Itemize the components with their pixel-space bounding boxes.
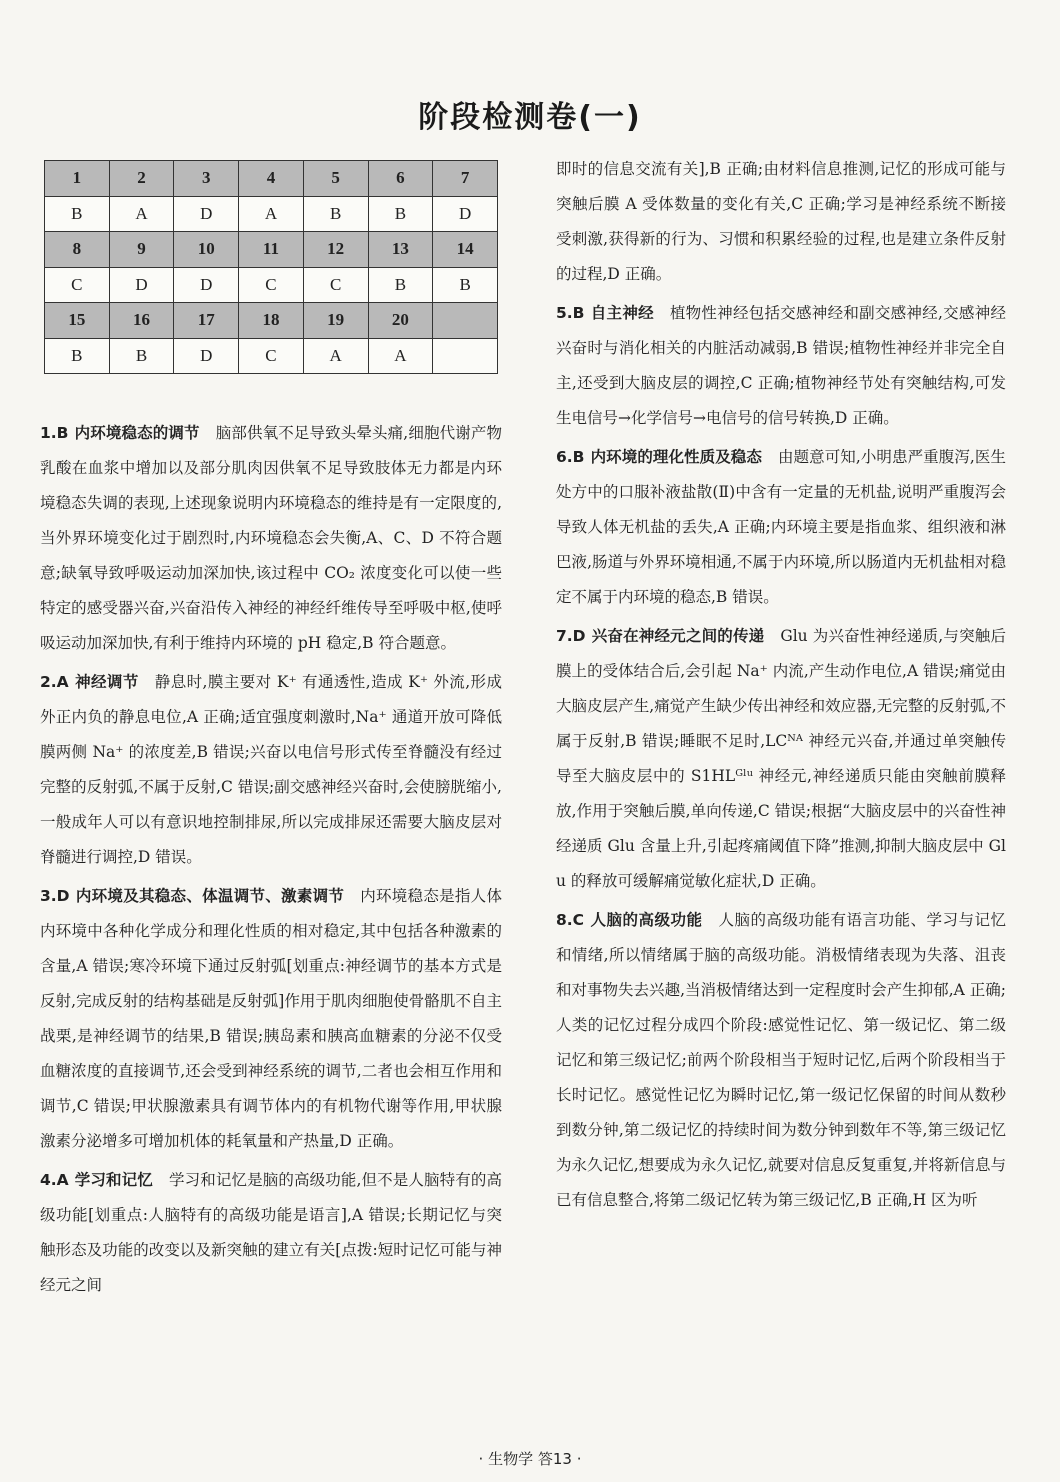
answer-cell: D xyxy=(433,196,498,232)
item-topic: 内环境稳态的调节 xyxy=(74,424,200,442)
question-number-row xyxy=(45,161,498,197)
answer-cell: B xyxy=(45,338,110,374)
answer-cell: C xyxy=(239,338,304,374)
question-number-cell: 13 xyxy=(368,232,433,268)
item-text: 脑部供氧不足导致头晕头痛,细胞代谢产物乳酸在血浆中增加以及部分肌肉因供氧不足导致肢体无力都是内环境稳态失调的表现,上述现象说明内环境稳态的维持是有一定限度的,当外界环境变化过于剧烈时,内环境稳态会失衡,A、C、D 不符合题意;缺氧导致呼吸运动加深加快,该过程中 CO₂ 浓度变化可以使一些特定的感受器兴奋,兴奋沿传入神经的神经纤维传导至呼吸中枢,使呼吸运动加深加快,有利于维持内环境的 pH 稳定,B 符合题意。 xyxy=(40,424,502,652)
item-text: 植物性神经包括交感神经和副交感神经,交感神经兴奋时与消化相关的内脏活动减弱,B 错误;植物性神经并非完全自主,还受到大脑皮层的调控,C 正确;植物神经节处有突触结构,可发生电信号→化学信号→电信号的信号转换,D 正确。 xyxy=(556,304,1006,427)
question-number-cell: 6 xyxy=(368,161,433,197)
question-number-cell: 4 xyxy=(239,161,304,197)
answer-cell: A xyxy=(239,196,304,232)
item-topic: 兴奋在神经元之间的传递 xyxy=(591,627,765,645)
question-number-cell: 17 xyxy=(174,303,239,339)
question-number-cell: 2 xyxy=(109,161,174,197)
explanation-item xyxy=(40,665,502,875)
item-number: 3.D xyxy=(40,887,70,905)
item-number: 1.B xyxy=(40,424,69,442)
answer-cell: D xyxy=(174,338,239,374)
item-text: Glu 为兴奋性神经递质,与突触后膜上的受体结合后,会引起 Na⁺ 内流,产生动作电位,A 错误;痛觉由大脑皮层产生,痛觉产生缺少传出神经和效应器,无完整的反射弧,不属于反射,B 错误;睡眠不足时,LCᴺᴬ 神经元兴奋,并通过单突触传导至大脑皮层中的 S1HLᴳˡᵘ 神经元,神经递质只能由突触前膜释放,作用于突触后膜,单向传递,C 错误;根据“大脑皮层中的兴奋性神经递质 Glu 含量上升,引起疼痛阈值下降”推测,抑制大脑皮层中 Glu 的释放可缓解痛觉敏化症状,D 正确。 xyxy=(556,627,1006,890)
item-topic: 自主神经 xyxy=(590,304,654,322)
item-number: 6.B xyxy=(556,448,585,466)
question-number-cell: 8 xyxy=(45,232,110,268)
explanation-item xyxy=(40,416,502,661)
question-number-cell: 3 xyxy=(174,161,239,197)
item-text: 由题意可知,小明患严重腹泻,医生处方中的口服补液盐散(Ⅱ)中含有一定量的无机盐,说明严重腹泻会导致人体无机盐的丢失,A 正确;内环境主要是指血浆、组织液和淋巴液,肠道与外界环境相通,不属于内环境,所以肠道内无机盐相对稳定不属于内环境的稳态,B 错误。 xyxy=(556,448,1006,606)
explanation-item xyxy=(556,903,1006,1218)
item-topic: 内环境的理化性质及稳态 xyxy=(590,448,762,466)
item-number: 5.B xyxy=(556,304,585,322)
question-number-cell: 19 xyxy=(303,303,368,339)
answer-cell: B xyxy=(368,267,433,303)
question-number-cell: 15 xyxy=(45,303,110,339)
answer-cell: D xyxy=(174,196,239,232)
question-number-cell: 16 xyxy=(109,303,174,339)
answer-cell: A xyxy=(109,196,174,232)
answer-cell: A xyxy=(368,338,433,374)
answer-cell: B xyxy=(109,338,174,374)
explanation-item xyxy=(40,879,502,1159)
question-number-cell: 7 xyxy=(433,161,498,197)
question-number-cell xyxy=(433,303,498,339)
explanation-item xyxy=(556,296,1006,436)
answer-row xyxy=(45,196,498,232)
question-number-cell: 14 xyxy=(433,232,498,268)
question-number-cell: 12 xyxy=(303,232,368,268)
question-number-row xyxy=(45,303,498,339)
item-text: 人脑的高级功能有语言功能、学习与记忆和情绪,所以情绪属于脑的高级功能。消极情绪表现为失落、沮丧和对事物失去兴趣,当消极情绪达到一定程度时会产生抑郁,A 正确;人类的记忆过程分成四个阶段:感觉性记忆、第一级记忆、第二级记忆和第三级记忆;前两个阶段相当于短时记忆,后两个阶段相当于长时记忆。感觉性记忆为瞬时记忆,第一级记忆保留的时间从数秒到数分钟,第二级记忆的持续时间为数分钟到数年不等,第三级记忆为永久记忆,想要成为永久记忆,就要对信息反复重复,并将新信息与已有信息整合,将第二级记忆转为第三级记忆,B 正确,H 区为听 xyxy=(556,911,1006,1209)
answer-row xyxy=(45,267,498,303)
question-number-cell: 5 xyxy=(303,161,368,197)
answer-table xyxy=(44,160,498,374)
answer-cell: D xyxy=(109,267,174,303)
answer-cell: D xyxy=(174,267,239,303)
item-topic: 神经调节 xyxy=(74,673,139,691)
item-number: 2.A xyxy=(40,673,69,691)
explanation-item xyxy=(40,1163,502,1303)
item-text: 学习和记忆是脑的高级功能,但不是人脑特有的高级功能[划重点:人脑特有的高级功能是语言],A 错误;长期记忆与突触形态及功能的改变以及新突触的建立有关[点拨:短时记忆可能与神经元之间 xyxy=(40,1171,502,1294)
item-number: 7.D xyxy=(556,627,586,645)
item-topic: 学习和记忆 xyxy=(74,1171,153,1189)
continued-text: 即时的信息交流有关],B 正确;由材料信息推测,记忆的形成可能与突触后膜 A 受体数量的变化有关,C 正确;学习是神经系统不断接受刺激,获得新的行为、习惯和积累经验的过程,也是建立条件反射的过程,D 正确。 xyxy=(556,160,1006,283)
question-number-row xyxy=(45,232,498,268)
explanation-item xyxy=(556,440,1006,615)
page-footer: · 生物学 答13 · xyxy=(478,1450,582,1468)
answer-cell: B xyxy=(433,267,498,303)
answer-cell xyxy=(433,338,498,374)
answer-cell: C xyxy=(45,267,110,303)
question-number-cell: 10 xyxy=(174,232,239,268)
item-text: 内环境稳态是指人体内环境中各种化学成分和理化性质的相对稳定,其中包括各种激素的含量,A 错误;寒冷环境下通过反射弧[划重点:神经调节的基本方式是反射,完成反射的结构基础是反射弧]作用于肌肉细胞使骨骼肌不自主战栗,是神经调节的结果,B 错误;胰岛素和胰高血糖素的分泌不仅受血糖浓度的直接调节,还会受到神经系统的调节,二者也会相互作用和调节,C 错误;甲状腺激素具有调节体内的有机物代谢等作用,甲状腺激素分泌增多可增加机体的耗氧量和产热量,D 正确。 xyxy=(40,887,502,1150)
explanation-item xyxy=(556,619,1006,899)
answer-cell: A xyxy=(303,338,368,374)
item-text: 静息时,膜主要对 K⁺ 有通透性,造成 K⁺ 外流,形成外正内负的静息电位,A 正确;适宜强度刺激时,Na⁺ 通道开放可降低膜两侧 Na⁺ 的浓度差,B 错误;兴奋以电信号形式传至脊髓没有经过完整的反射弧,不属于反射,C 错误;副交感神经兴奋时,会使膀胱缩小,一般成年人可以有意识地控制排尿,所以完成排尿还需要大脑皮层对脊髓进行调控,D 错误。 xyxy=(40,673,502,866)
item-topic: 人脑的高级功能 xyxy=(590,911,703,929)
right-column xyxy=(556,152,1006,1222)
item-topic: 内环境及其稳态、体温调节、激素调节 xyxy=(75,887,345,905)
question-number-cell: 11 xyxy=(239,232,304,268)
answer-cell: C xyxy=(239,267,304,303)
page-title: 阶段检测卷(一) xyxy=(418,100,642,135)
answer-cell: C xyxy=(303,267,368,303)
item-number: 8.C xyxy=(556,911,585,929)
question-number-cell: 20 xyxy=(368,303,433,339)
answer-cell: B xyxy=(45,196,110,232)
question-number-cell: 9 xyxy=(109,232,174,268)
question-number-cell: 18 xyxy=(239,303,304,339)
answer-cell: B xyxy=(303,196,368,232)
left-column xyxy=(40,416,502,1307)
answer-row xyxy=(45,338,498,374)
item-number: 4.A xyxy=(40,1171,69,1189)
answer-cell: B xyxy=(368,196,433,232)
question-number-cell: 1 xyxy=(45,161,110,197)
